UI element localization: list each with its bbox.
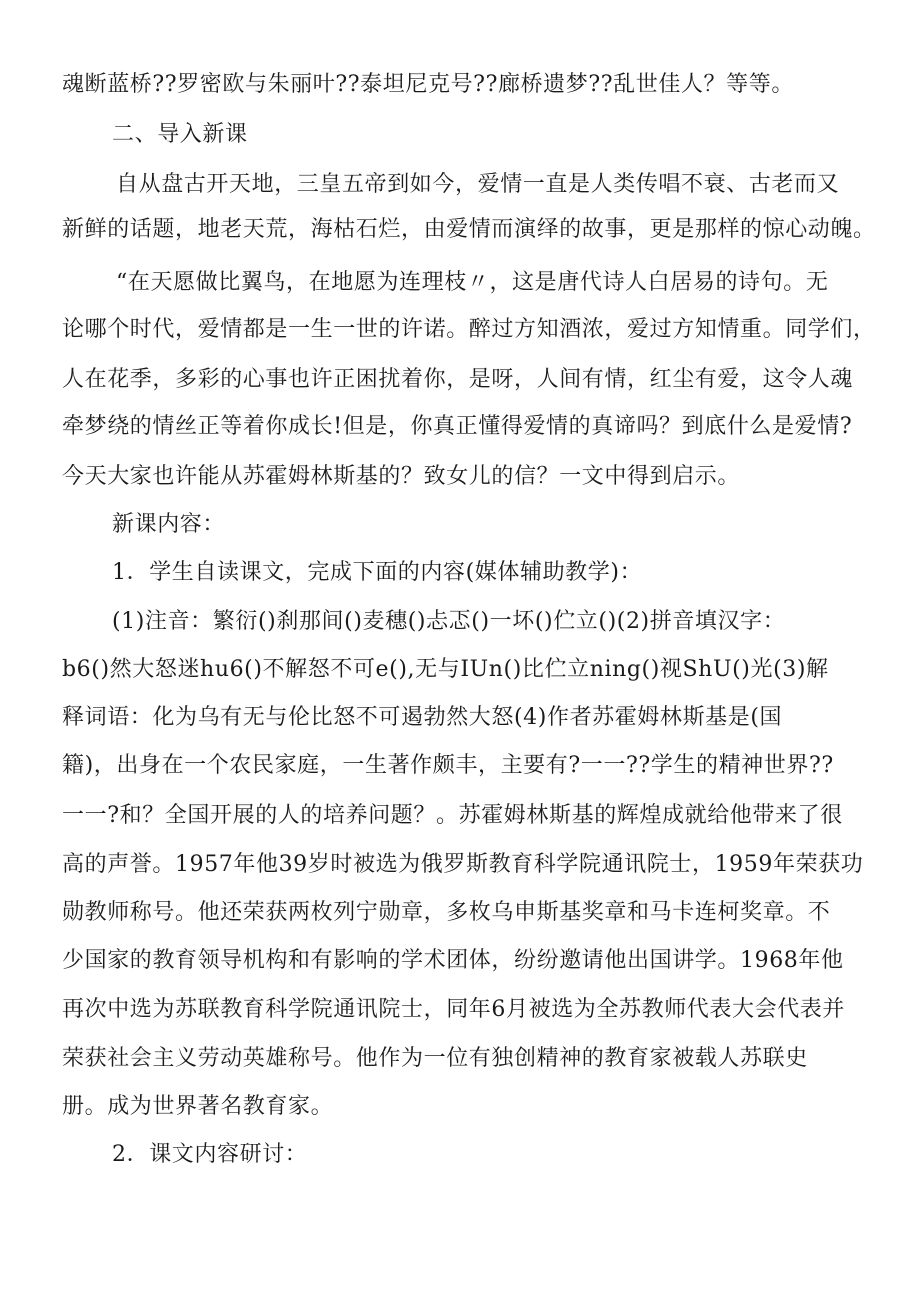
text-line: 自从盘古开天地，三皇五帝到如今，爱情一直是人类传唱不衰、古老而又	[116, 172, 840, 197]
text-line: 1．学生自读课文，完成下面的内容(媒体辅助教学)：	[112, 560, 643, 585]
section-heading: 二、导入新课	[112, 122, 248, 147]
text-line: 魂断蓝桥??罗密欧与朱丽叶??泰坦尼克号??廊桥遗梦??乱世佳人？等等。	[62, 72, 794, 97]
text-line: 籍)，出身在一个农民家庭，一生著作颇丰，主要有?一一??学生的精神世界??	[62, 753, 834, 778]
text-line: b6()然大怒迷hu6()不解怒不可e(),无与IUn()比伫立ning()视ShU()光(3)解	[62, 657, 829, 682]
text-line: 少国家的教育领导机构和有影响的学术团体，纷纷邀请他出国讲学。1968年他	[62, 948, 844, 973]
text-line: 牵梦绕的情丝正等着你成长!但是，你真正懂得爱情的真谛吗？到底什么是爱情?	[62, 414, 853, 439]
text-line: 荣获社会主义劳动英雄称号。他作为一位有独创精神的教育家被载人苏联史	[62, 1046, 808, 1071]
text-line: 今天大家也许能从苏霍姆林斯基的？致女儿的信？一文中得到启示。	[62, 464, 741, 489]
section-heading: 新课内容：	[112, 512, 226, 537]
text-line: 人在花季，多彩的心事也许正困扰着你，是呀，人间有情，红尘有爱，这令人魂	[62, 367, 854, 392]
text-line: 再次中选为苏联教育科学院通讯院士，同年6月被选为全苏教师代表大会代表并	[62, 997, 845, 1022]
text-line: “在天愿做比翼鸟，在地愿为连理枝〃，这是唐代诗人白居易的诗句。无	[116, 270, 829, 295]
text-line: 论哪个时代，爱情都是一生一世的许诺。醉过方知酒浓，爱过方知情重。同学们，	[62, 317, 876, 342]
text-line: 高的声誉。1957年他39岁时被选为俄罗斯教育科学院通讯院士，1959年荣获功	[62, 852, 864, 877]
text-line: 勋教师称号。他还荣获两枚列宁勋章，多枚乌申斯基奖章和马卡连柯奖章。不	[62, 900, 831, 925]
text-line: 2．课文内容研讨：	[112, 1142, 308, 1167]
text-line: 册。成为世界著名教育家。	[62, 1094, 334, 1119]
text-line: 新鲜的话题，地老天荒，海枯石烂，由爱情而演绎的故事，更是那样的惊心动魄。	[62, 217, 876, 242]
text-line: 释词语：化为乌有无与伦比怒不可遏勃然大怒(4)作者苏霍姆林斯基是(国	[62, 705, 783, 730]
text-line: (1)注音：繁衍()刹那间()麦穗()忐忑()一坏()伫立()(2)拼音填汉字：	[112, 609, 786, 634]
text-line: 一一?和？全国开展的人的培养问题？。苏霍姆林斯基的辉煌成就给他带来了很	[62, 803, 843, 828]
